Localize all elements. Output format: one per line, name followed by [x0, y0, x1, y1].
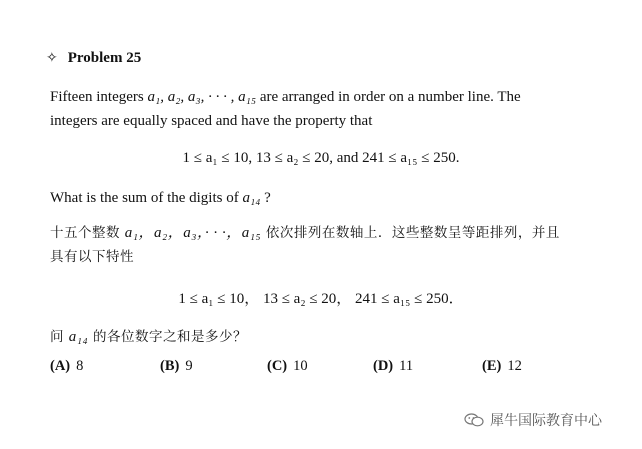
- choice-letter: (C): [267, 358, 288, 374]
- choice-c[interactable]: [267, 358, 308, 375]
- chinese-text: 问: [50, 329, 69, 345]
- watermark-text: 犀牛国际教育中心: [490, 413, 602, 429]
- english-question: [50, 187, 271, 210]
- english-text: are arranged in order on a number line. The: [256, 89, 521, 105]
- english-text: What is the sum of the digits of: [50, 190, 243, 206]
- choice-value: 8: [76, 358, 84, 374]
- chinese-text: 十五个整数: [50, 225, 125, 241]
- choice-value: 11: [399, 358, 414, 374]
- choice-a[interactable]: [50, 358, 83, 375]
- watermark: [464, 410, 602, 430]
- chinese-question: [50, 326, 247, 349]
- chinese-line-1: [50, 222, 560, 245]
- english-text: Fifteen integers: [50, 89, 148, 105]
- choice-letter: (E): [482, 358, 502, 374]
- variable-math: a₁₄: [68, 329, 89, 345]
- choice-value: 12: [507, 358, 522, 374]
- choice-b[interactable]: [160, 358, 193, 375]
- sequence-math: a₁, a₂, a₃, · · · , a₁₅: [147, 89, 257, 105]
- chinese-formula: 1 ≤ a₁ ≤ 10， 13 ≤ a₂ ≤ 20， 241 ≤ a₁₅ ≤ 250．: [178, 291, 464, 307]
- chinese-line-2: 具有以下特性: [50, 249, 134, 265]
- english-formula: 1 ≤ a₁ ≤ 10, 13 ≤ a₂ ≤ 20, and 241 ≤ a₁₅ ≤ 250.: [182, 150, 460, 166]
- choice-e[interactable]: [482, 358, 522, 375]
- choice-value: 9: [185, 358, 193, 374]
- choice-letter: (A): [50, 358, 71, 374]
- english-line-2: integers are equally spaced and have the property that: [50, 113, 373, 129]
- wechat-icon: [464, 413, 484, 427]
- choice-letter: (D): [373, 358, 394, 374]
- english-line-1: [50, 86, 521, 109]
- choice-value: 10: [293, 358, 308, 374]
- english-text: ?: [260, 190, 271, 206]
- choice-d[interactable]: [373, 358, 413, 375]
- variable-math: a₁₄: [242, 190, 261, 206]
- choice-letter: (B): [160, 358, 180, 374]
- chinese-text: 的各位数字之和是多少？: [88, 329, 248, 345]
- chinese-text: 依次排列在数轴上．这些整数呈等距排列，并且: [261, 225, 560, 241]
- sequence-math: a₁，a₂，a₃，· · ·，a₁₅: [124, 225, 262, 241]
- problem-heading: [46, 50, 141, 67]
- problem-title: Problem 25: [67, 50, 142, 66]
- diamond-icon: ✧: [46, 51, 58, 66]
